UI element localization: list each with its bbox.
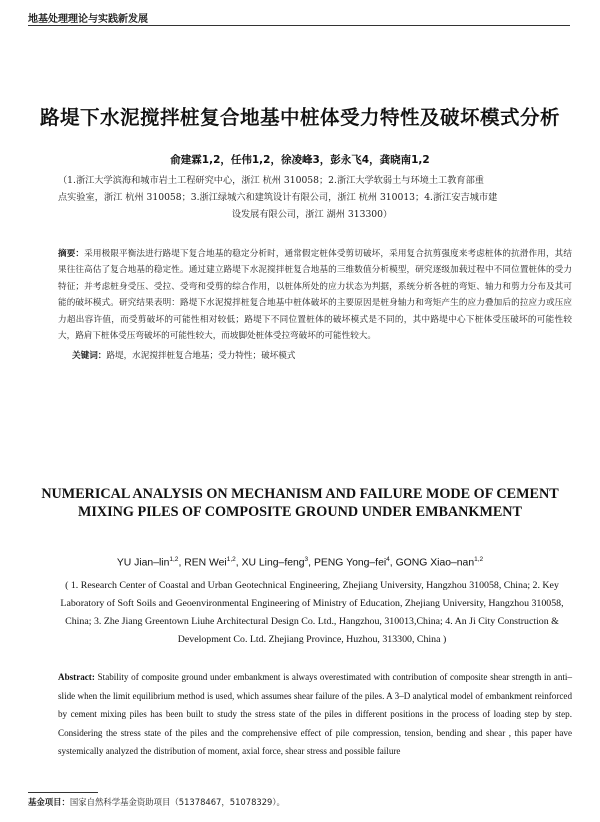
english-abstract-label: Abstract:	[58, 672, 95, 682]
author-affil-mark: 1,2	[226, 556, 236, 563]
english-affiliations: ( 1. Research Center of Coastal and Urban Geotechnical Engineering, Zhejiang University, Hangzhou 310058, China; 2. Key Laboratory of Soft Soils and Geoenvironmental Engineering of Ministry of Education, Zhejiang University, Hangzhou 310058, China; 3. Zhe Jiang Greentown Liuhe Architectural Design Co. Ltd., Hangzhou, 310013,China; 4. An Ji City Construction & Development Co. Ltd. Zhejiang Province, Huzhou, 313300, China )	[60, 580, 564, 645]
author-name: , REN Wei	[178, 557, 227, 569]
english-abstract-text: Stability of composite ground under embankment is always overestimated with contribution of composite shear strength in anti–slide when the limit equilibrium method is used, which assumes shear failure of the piles. A 3–D analytical model of embankment reinforced by cement mixing piles has been built to study the stress state of the piles in different positions in the process of loading step by step. Considering the stress state of the piles and the comprehensive effect of pile compression, tension, bending and shear , this paper have systemically analyzed the distribution of moment, axial force, shear stress and possible failure	[58, 672, 572, 757]
chinese-affiliation-line: 设发展有限公司，浙江 湖州 313300）	[231, 209, 393, 220]
author-affil-mark: 1,2	[169, 556, 179, 563]
english-authors	[0, 556, 600, 568]
author-name: YU Jian–lin	[116, 557, 170, 569]
header-rule	[28, 25, 570, 26]
author-affil-mark: 1,2	[474, 556, 484, 563]
author-affil-mark: 3	[304, 556, 309, 563]
author-name: , XU Ling–feng	[235, 557, 305, 569]
chinese-keywords	[72, 349, 572, 361]
chinese-keywords-label: 关键词：	[72, 351, 107, 361]
chinese-affiliations	[58, 172, 566, 223]
chinese-abstract	[58, 246, 572, 344]
funding-footnote	[28, 796, 285, 808]
english-title: NUMERICAL ANALYSIS ON MECHANISM AND FAILURE MODE OF CEMENT MIXING PILES OF COMPOSITE GROUND UNDER EMBANKMENT	[41, 486, 559, 520]
chinese-title: 路堤下水泥搅拌桩复合地基中桩体受力特性及破坏模式分析	[39, 106, 560, 129]
author-name: , PENG Yong–fei	[308, 557, 387, 569]
funding-text: 国家自然科学基金资助项目（51378467，51078329）。	[69, 797, 285, 807]
author-affil-mark: 4	[386, 556, 390, 563]
funding-label: 基金项目：	[28, 797, 70, 807]
running-head: 地基处理理论与实践新发展	[28, 14, 148, 25]
footnote-rule	[28, 792, 98, 793]
chinese-abstract-label: 摘要：	[58, 249, 85, 259]
chinese-affiliation-line: 点实验室，浙江 杭州 310058；3.浙江绿城六和建筑设计有限公司，浙江 杭州 310013；4.浙江安吉城市建	[58, 192, 498, 203]
chinese-affiliation-line: （1.浙江大学滨海和城市岩土工程研究中心，浙江 杭州 310058；2.浙江大学软弱土与环境土工教育部重	[58, 175, 484, 186]
chinese-authors: 俞建霖1,2，任伟1,2，徐凌峰3，彭永飞4，龚晓南1,2	[170, 154, 430, 166]
chinese-keywords-text: 路堤，水泥搅拌桩复合地基；受力特性；破坏模式	[106, 351, 296, 361]
english-abstract	[58, 668, 572, 761]
chinese-abstract-text: 采用极限平衡法进行路堤下复合地基的稳定分析时，通常假定桩体受剪切破坏，采用复合抗剪强度来考虑桩体的抗滑作用，其结果往往高估了复合地基的稳定性。通过建立路堤下水泥搅拌桩复合地基的三维数值分析模型，研究逐级加载过程中不同位置桩体的受力特征；并考虑桩身受压、受拉、受弯和受剪的综合作用，以桩体所处的应力状态为判据，系统分析各桩的弯矩、轴力和剪力分布及其可能的破坏模式。研究结果表明：路堤下水泥搅拌桩复合地基中桩体破坏的主要原因是桩身轴力和弯矩产生的应力叠加后的拉应力或压应力超出容许值，而受剪破坏的可能性相对较低；路堤下不同位置桩体的破坏模式是不同的，其中路堤中心下桩体受压破坏的可能性较大，路肩下桩体受压弯破坏的可能性较大，而坡脚处桩体受拉弯破坏的可能性较大。	[58, 249, 572, 342]
author-name: , GONG Xiao–nan	[389, 557, 475, 569]
